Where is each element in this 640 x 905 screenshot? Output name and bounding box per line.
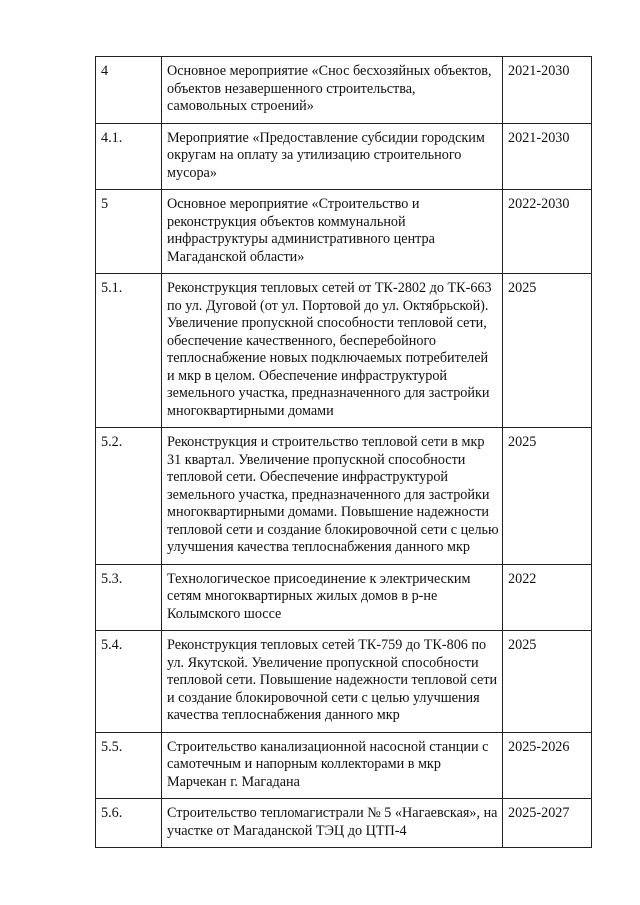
row-description: Мероприятие «Предоставление субсидии городским округам на оплату за утилизацию строительного мусора»	[162, 123, 503, 190]
row-number: 5	[96, 190, 162, 274]
row-period: 2021-2030	[503, 123, 592, 190]
row-period: 2025-2026	[503, 732, 592, 799]
table-row	[96, 631, 592, 733]
table-row	[96, 428, 592, 565]
row-description: Строительство тепломагистрали № 5 «Нагаевская», на участке от Магаданской ТЭЦ до ЦТП-4	[162, 799, 503, 848]
row-period: 2025	[503, 428, 592, 565]
row-description: Основное мероприятие «Снос бесхозяйных объектов, объектов незавершенного строительства, самовольных строений»	[162, 57, 503, 124]
table-row	[96, 274, 592, 428]
row-number: 5.3.	[96, 564, 162, 631]
row-period: 2025	[503, 631, 592, 733]
table-row	[96, 123, 592, 190]
row-number: 5.5.	[96, 732, 162, 799]
row-description: Реконструкция тепловых сетей от ТК-2802 до ТК-663 по ул. Дуговой (от ул. Портовой до ул. Октябрьской). Увеличение пропускной способности тепловой сети, обеспечение качественного, бесперебойного теплоснабжение новых подключаемых потребителей и мкр в целом. Обеспечение инфраструктурой земельного участка, предназначенного для застройки многоквартирными домами	[162, 274, 503, 428]
row-period: 2025	[503, 274, 592, 428]
row-number: 4	[96, 57, 162, 124]
row-number: 4.1.	[96, 123, 162, 190]
row-description: Строительство канализационной насосной станции с самотечным и напорным коллекторами в мкр Марчекан г. Магадана	[162, 732, 503, 799]
row-number: 5.6.	[96, 799, 162, 848]
row-period: 2022-2030	[503, 190, 592, 274]
row-period: 2021-2030	[503, 57, 592, 124]
row-description: Реконструкция и строительство тепловой сети в мкр 31 квартал. Увеличение пропускной способности тепловой сети. Обеспечение инфраструктурой земельного участка, предназначенного для застройки многоквартирными домами. Повышение надежности тепловой сети и создание блокировочной сети с целью улучшения качества теплоснабжения данного мкр	[162, 428, 503, 565]
row-period: 2025-2027	[503, 799, 592, 848]
table-row	[96, 799, 592, 848]
table-row	[96, 732, 592, 799]
measures-table	[95, 56, 592, 848]
row-description: Технологическое присоединение к электрическим сетям многоквартирных жилых домов в р-не Колымского шоссе	[162, 564, 503, 631]
row-period: 2022	[503, 564, 592, 631]
row-description: Основное мероприятие «Строительство и реконструкция объектов коммунальной инфраструктуры административного центра Магаданской области»	[162, 190, 503, 274]
row-number: 5.1.	[96, 274, 162, 428]
row-description: Реконструкция тепловых сетей ТК-759 до ТК-806 по ул. Якутской. Увеличение пропускной способности тепловой сети. Повышение надежности тепловой сети и создание блокировочной сети с целью улучшения качества теплоснабжения данного мкр	[162, 631, 503, 733]
table-row	[96, 57, 592, 124]
table-row	[96, 564, 592, 631]
row-number: 5.2.	[96, 428, 162, 565]
table-row	[96, 190, 592, 274]
row-number: 5.4.	[96, 631, 162, 733]
